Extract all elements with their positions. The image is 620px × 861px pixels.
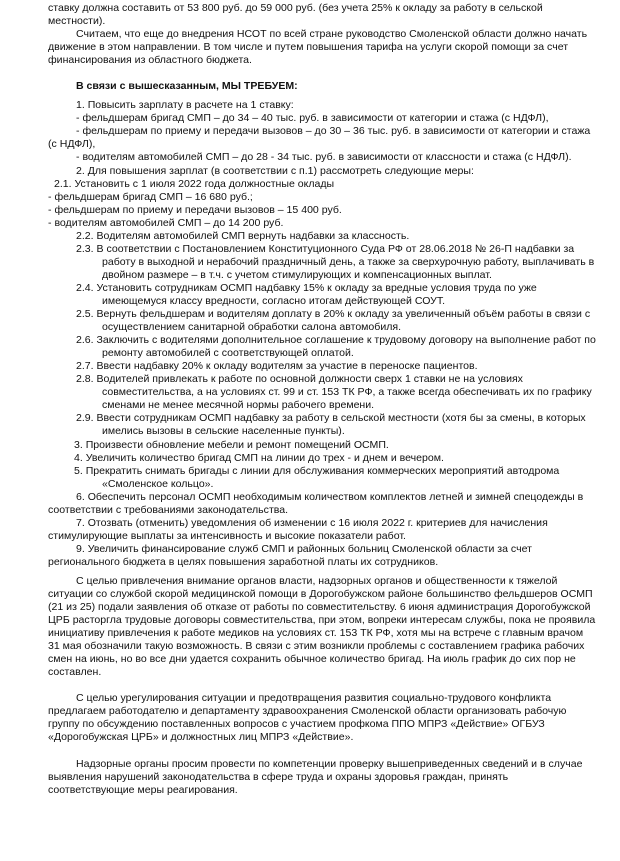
item-2-title: 2. Для повышения зарплат (в соответствии с п.1) рассмотреть следующие меры:: [76, 164, 474, 177]
item-9: 9. Увеличить финансирование служб СМП и районных больниц Смоленской области за счет регионального бюджета в целях повышения заработной платы их сотрудников.: [48, 542, 532, 568]
item-1-line: - фельдшерам по приему и передачи вызовов – до 30 – 36 тыс. руб. в зависимости от категории и стажа (с НДФЛ),: [48, 125, 591, 151]
item-2-6: 2.6. Заключить с водителями дополнительное соглашение к трудовому договору на выполнение работ по ремонту автомобилей с соответствующей оплатой.: [76, 334, 596, 360]
item-5: 5. Прекратить снимать бригады с линии для обслуживания коммерческих мероприятий автодрома «Смоленское кольцо».: [74, 464, 560, 490]
item-2-1-line: - фельдшерам по приему и передачи вызовов – 15 400 руб.: [48, 203, 342, 216]
item-4: 4. Увеличить количество бригад СМП на линии до трех - и днем и вечером.: [74, 451, 444, 464]
item-3: 3. Произвести обновление мебели и ремонт помещений ОСМП.: [74, 438, 389, 451]
attention-paragraph: С целью привлечения внимание органов власти, надзорных органов и общественности к тяжелой ситуации со службой скорой медицинской помощи в Дорогобужском районе большинство фельдшеров ОСМП (21 из 25) подали заявления об отказе от работы по совместительству. 6 июня администрация Дорогобужской ЦРБ расторгла трудовые договоры совместительства, при этом, вопреки интересам службы, пока не проявила инициативу привлечения к работе медиков на условиях ст. 153 ТК РФ, хотя мы на встрече с главным врачом 31 мая обозначили такую возможность. В связи с этим возникли проблемы с составлением графика рабочих смен на июнь, но во все дни удается сохранить обычное количество бригад. На июль график до сих пор не составлен.: [48, 574, 596, 679]
item-2-1: 2.1. Установить с 1 июля 2022 года должностные оклады: [54, 177, 335, 190]
item-7: 7. Отозвать (отменить) уведомления об изменении с 16 июля 2022 г. критериев для начисления стимулирующие выплаты за интенсивность и высокие показатели работ.: [48, 516, 548, 542]
item-6: 6. Обеспечить персонал ОСМП необходимым количеством комплектов летней и зимней спецодежды в соответствии с требованиями законодательства.: [48, 490, 584, 516]
item-1-line: - водителям автомобилей СМП – до 28 - 34 тыс. руб. в зависимости от классности и стажа (с НДФЛ).: [76, 151, 572, 164]
item-2-3: 2.3. В соответствии с Постановлением Конституционного Суда РФ от 28.06.2018 № 26-П надбавки за работу в выходной и нерабочий праздничный день, а также за сверхурочную работу, выплачивать в двойном размере – в т.ч. с учетом стимулирующих и компенсационных выплат.: [76, 242, 595, 281]
item-2-8: 2.8. Водителей привлекать к работе по основной должности сверх 1 ставки не на условиях совместительства, а на условиях ст. 99 и ст. 153 ТК РФ, а также всегда обеспечивать их по графику сменами не менее месячной нормы рабочего времени.: [76, 373, 592, 412]
item-2-1-line: - фельдшерам бригад СМП – 16 680 руб.;: [48, 190, 253, 203]
item-1-title: 1. Повысить зарплату в расчете на 1 ставку:: [76, 99, 294, 112]
item-2-1-line: - водителям автомобилей СМП – до 14 200 руб.: [48, 216, 284, 229]
intro-paragraph-2: Считаем, что еще до внедрения НСОТ по всей стране руководство Смоленской области должно начать движение в этом направлении. В том числе и путем повышения тарифа на услуги скорой помощи за счет финансирования из областного бюджета.: [48, 28, 588, 67]
item-2-2: 2.2. Водителям автомобилей СМП вернуть надбавки за классность.: [76, 229, 410, 242]
item-2-5: 2.5. Вернуть фельдшерам и водителям доплату в 20% к окладу за увеличенный объём работы в связи с осуществлением санитарной обработки салона автомобиля.: [76, 308, 591, 334]
item-1-line: - фельдшерам бригад СМП – до 34 – 40 тыс. руб. в зависимости от категории и стажа (с НДФЛ),: [76, 112, 549, 125]
item-2-9: 2.9. Ввести сотрудникам ОСМП надбавку за работу в сельской местности (хотя бы за смены, в которых имелись вызовы в сельские населенные пункты).: [76, 412, 586, 438]
demands-heading: В связи с вышесказанным, МЫ ТРЕБУЕМ:: [76, 80, 298, 93]
supervisory-paragraph: Надзорные органы просим провести по компетенции проверку вышеприведенных сведений и в случае выявления нарушений законодательства в сфере труда и охраны здоровья граждан, принять соответствующие меры реагирования.: [48, 757, 583, 796]
settlement-paragraph: С целью урегулирования ситуации и предотвращения развития социально-трудового конфликта предлагаем работодателю и департаменту здравоохранения Смоленской области организовать рабочую группу по обсуждению поставленных вопросов с участием профкома ППО МПРЗ «Действие» ОГБУЗ «Дорогобужская ЦРБ» и должностных лиц МПРЗ «Действие».: [48, 692, 567, 744]
item-2-4: 2.4. Установить сотрудникам ОСМП надбавку 15% к окладу за вредные условия труда по уже имеющемуся классу вредности, согласно итогам действующей СОУТ.: [76, 281, 537, 307]
item-2-7: 2.7. Ввести надбавку 20% к окладу водителям за участие в переноске пациентов.: [76, 360, 478, 373]
intro-paragraph-1: ставку должна составить от 53 800 руб. до 59 000 руб. (без учета 25% к окладу за работу в сельской местности).: [48, 2, 543, 28]
